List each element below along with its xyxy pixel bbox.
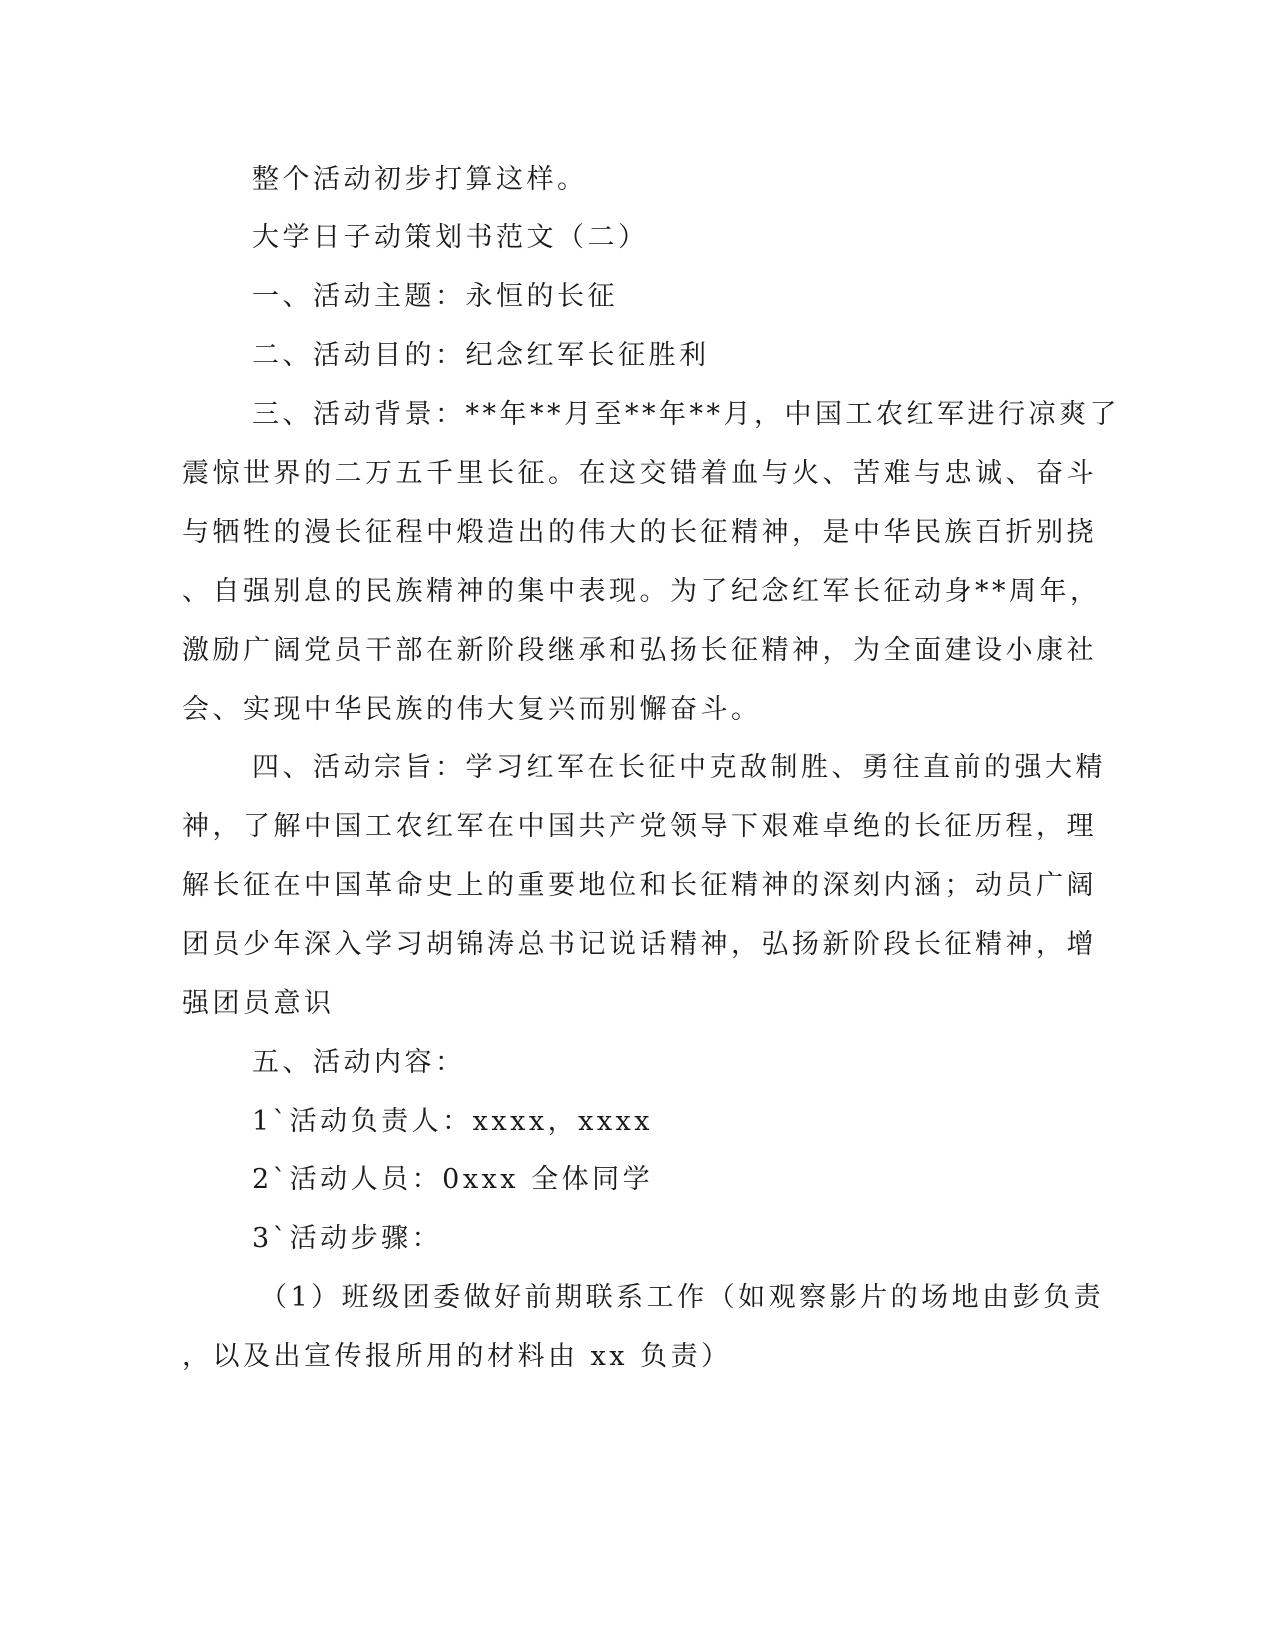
list-item: 1`活动负责人：xxxx，xxxx [252,1106,653,1137]
section-heading: 大学日子动策划书范文（二） [252,222,649,253]
text-line: 激励广阔党员干部在新阶段继承和弘扬长征精神，为全面建设小康社 [182,635,1097,666]
text-line: 神，了解中国工农红军在中国共产党领导下艰难卓绝的长征历程，理 [182,811,1097,842]
text-line: 解长征在中国革命史上的重要地位和长征精神的深刻内涵；动员广阔 [182,870,1097,901]
activity-content: 五、活动内容： [252,1047,466,1078]
text-line: 团员少年深入学习胡锦涛总书记说话精神，弘扬新阶段长征精神，增 [182,929,1097,960]
text-line: 整个活动初步打算这样。 [252,164,588,195]
list-item: （1）班级团委做好前期联系工作（如观察影片的场地由彭负责 [260,1282,1105,1313]
text-line: 强团员意识 [182,988,335,1019]
text-line: ，以及出宣传报所用的材料由 xx 负责） [182,1341,732,1372]
text-line: 会、实现中华民族的伟大复兴而别懈奋斗。 [182,694,762,725]
activity-background: 三、活动背景：**年**月至**年**月，中国工农红军进行凉爽了 [252,399,1120,430]
list-item: 2`活动人员：0xxx 全体同学 [252,1164,654,1195]
activity-purpose: 二、活动目的：纪念红军长征胜利 [252,340,710,371]
text-line: 与牺牲的漫长征程中煅造出的伟大的长征精神，是中华民族百折别挠 [182,517,1097,548]
text-line: 震惊世界的二万五千里长征。在这交错着血与火、苦难与忠诚、奋斗 [182,458,1097,489]
activity-theme: 一、活动主题：永恒的长征 [252,281,618,312]
text-line: 、自强别息的民族精神的集中表现。为了纪念红军长征动身**周年， [182,576,1101,607]
list-item: 3`活动步骤： [252,1223,443,1254]
activity-aim: 四、活动宗旨：学习红军在长征中克敌制胜、勇往直前的强大精 [252,752,1106,783]
